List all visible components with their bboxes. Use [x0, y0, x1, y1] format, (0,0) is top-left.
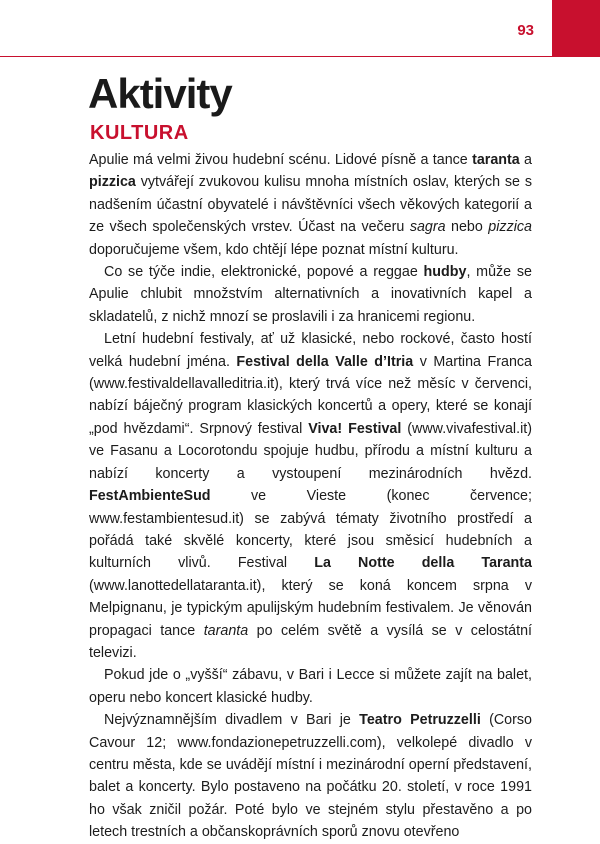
page-tab	[552, 0, 600, 57]
text-run: po celém světě a vysílá se v celostátní televizi.	[89, 622, 532, 661]
bold-term: Teatro Petruzzelli	[359, 712, 481, 729]
bold-term: Viva! Festival	[308, 420, 402, 437]
text-run: , může se Apulie chlubit množstvím alternativních a inovativních kapel a skladatelů, z nichž mnozí se proslavili i za hranicemi regionu.	[89, 264, 533, 325]
paragraph	[89, 149, 532, 261]
bold-term: Festival della Valle d’Itria	[236, 353, 414, 370]
text-run: vytvářejí zvukovou kulisu mnoha místních oslav, kterých se s nadšením účastní obyvatelé i návštěvníci všech věkových kategorií a ze všech společenských vrstev. Účast na večeru	[89, 174, 532, 236]
text-run: Nejvýznamnějším divadlem v Bari je	[104, 712, 360, 729]
text-run: ve Vieste (konec července; www.festambientesud.it) se zabývá tématy životního prostředí a pořádá také skvělé koncerty, které jsou směsicí hudebních a kulturních vlivů. Festival	[89, 488, 532, 572]
page-title: Aktivity	[88, 70, 232, 117]
italic-term: sagra	[409, 219, 446, 236]
paragraph	[89, 709, 532, 843]
text-run: nebo	[445, 219, 489, 236]
bold-term: taranta	[472, 152, 520, 168]
text-run: doporučujeme všem, kdo chtějí lépe poznat místní kulturu.	[89, 241, 459, 258]
bold-term: pizzica	[89, 174, 136, 191]
italic-term: pizzica	[488, 219, 532, 236]
text-run: Apulie má velmi živou hudební scénu. Lidové písně a tance	[89, 152, 473, 168]
paragraph	[89, 261, 532, 328]
text-run: Pokud jde o „vyšší“ zábavu, v Bari i Lecce si můžete zajít na balet, operu nebo koncert klasické hudby.	[89, 667, 532, 706]
italic-term: taranta	[203, 622, 249, 639]
paragraph	[89, 328, 532, 664]
text-run: (www.vivafestival.it) ve Fasanu a Locorotondu spojuje hudbu, přírodu a místní kulturu a nabízí koncerty a vystoupení mezinárodních hvězd.	[89, 420, 532, 482]
page-number: 93	[517, 22, 534, 39]
text-run: v Martina Franca (www.festivaldellavalleditria.it), který trvá více než měsíc v červenci, nabízí báječný program klasických koncertů a opery, které se konají „pod hvězdami“. Srpnový festival	[89, 353, 532, 437]
text-run: (www.lanottedellataranta.it), který se koná koncem srpna v Melpignanu, je typickým apulijským hudebním festivalem. Je věnován propagaci tance	[89, 577, 532, 639]
text-run: (Corso Cavour 12; www.fondazionepetruzzelli.com), velkolepé divadlo v centru města, kde se uvádějí místní i mezinárodní operní představení, balet a koncerty. Bylo postaveno na počátku 20. století, v roce 1991 ho však zničil požár. Poté bylo ve stejném stylu přestavěno a po letech trestních a občanskoprávních sporů znovu otevřeno	[89, 712, 532, 841]
text-run: Letní hudební festivaly, ať už klasické, nebo rockové, často hostí velká hudební jména.	[89, 331, 532, 370]
header-rule	[0, 56, 552, 57]
bold-term: La Notte della Taranta	[314, 555, 532, 572]
text-run: a	[519, 152, 532, 168]
paragraph	[89, 664, 532, 709]
section-heading: KULTURA	[90, 122, 189, 144]
body-text	[89, 149, 532, 844]
bold-term: hudby	[423, 264, 467, 281]
text-run: Co se týče indie, elektronické, popové a reggae	[104, 264, 424, 281]
bold-term: FestAmbienteSud	[89, 488, 211, 505]
